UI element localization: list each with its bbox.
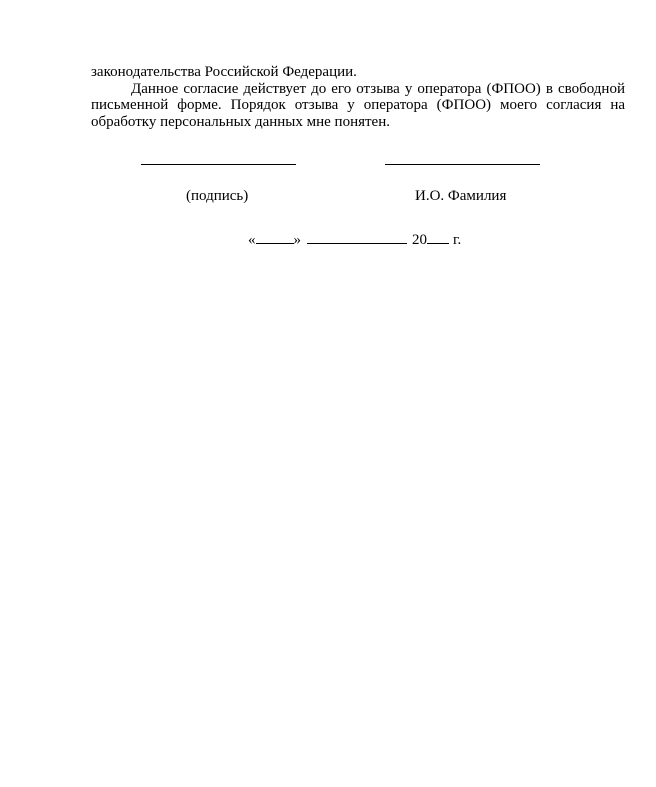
date-field xyxy=(248,231,461,249)
signature-line xyxy=(141,164,296,165)
date-year-suffix: г. xyxy=(453,232,462,248)
date-month-blank xyxy=(307,231,407,244)
date-open-quote: « xyxy=(248,232,256,248)
date-year-blank xyxy=(427,231,449,244)
date-close-quote: » xyxy=(293,232,301,248)
signature-caption: (подпись) xyxy=(186,188,249,204)
consent-text xyxy=(91,64,625,130)
text-line-legislation: законодательства Российской Федерации. xyxy=(91,64,357,80)
date-year-prefix: 20 xyxy=(412,232,427,248)
name-line xyxy=(385,164,540,165)
consent-paragraph: Данное согласие действует до его отзыва у оператора (ФПОО) в свободной письменной форме. Порядок отзыва у оператора (ФПОО) моего согласия на обработку персональных данных мне понятен. xyxy=(91,80,625,130)
name-caption: И.О. Фамилия xyxy=(415,188,507,204)
date-day-blank xyxy=(256,231,294,244)
